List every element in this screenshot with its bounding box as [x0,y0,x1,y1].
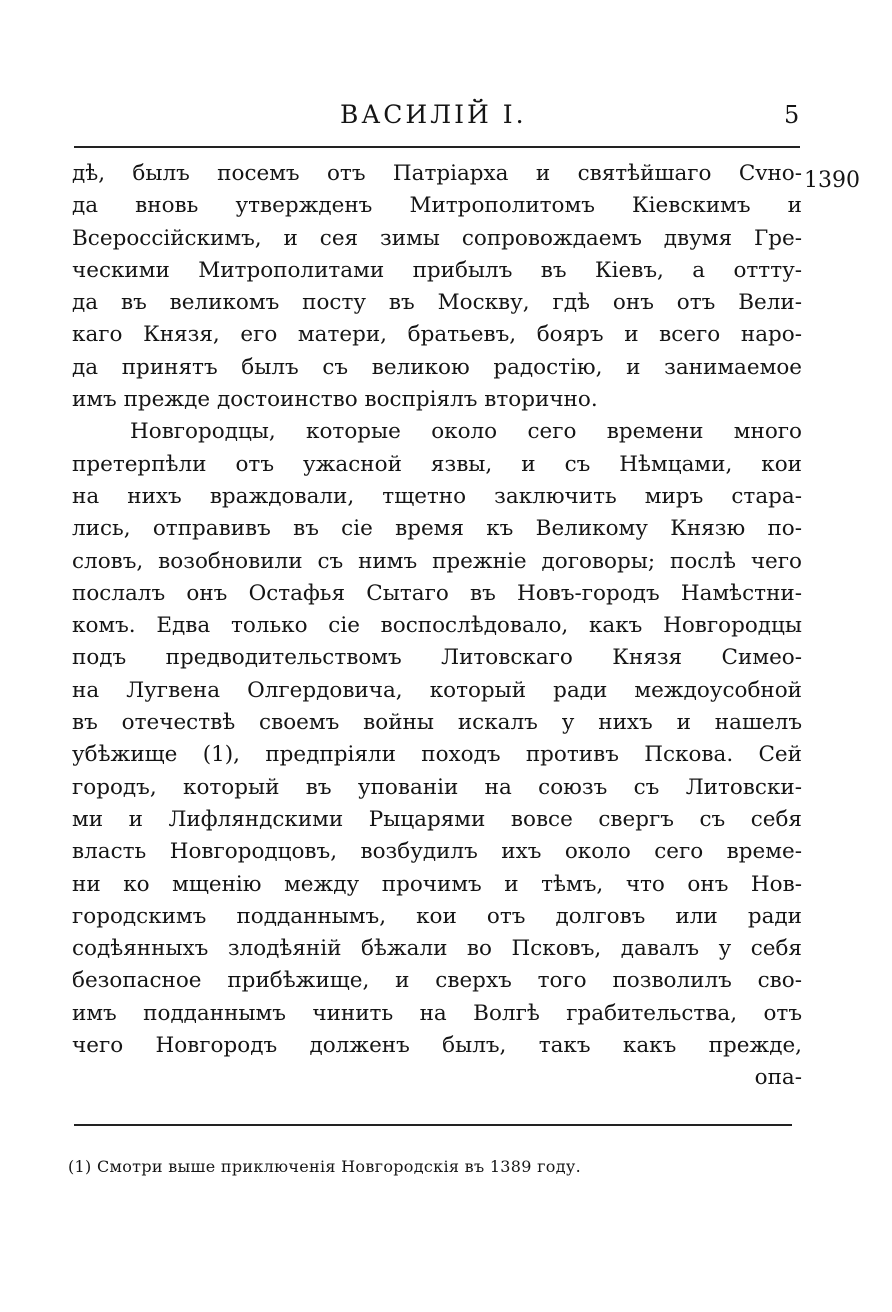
text-line: подъ предводительствомъ Литовскаго Князя Симео- [72,645,802,671]
text-line: городъ, который въ упованіи на союзъ съ Литовски- [72,774,802,800]
catchword: опа- [754,1065,802,1091]
text-line: ни ко мщенію между прочимъ и тѣмъ, что онъ Нов- [72,871,802,897]
footnote: (1) Смотри выше приключенія Новгородскія въ 1389 году. [68,1157,581,1176]
text-line: чего Новгородъ долженъ былъ, такъ какъ прежде, [72,1033,802,1059]
text-line: имъ подданнымъ чинить на Волгѣ грабительства, отъ [72,1000,802,1026]
text-line: содѣянныхъ злодѣяній бѣжали во Псковъ, давалъ у себя [72,936,802,962]
text-line: послалъ онъ Остафья Сытаго въ Новъ-городъ Намѣстни- [72,580,802,606]
text-line: дѣ, былъ посемъ отъ Патріарха и святѣйшаго Сvно- [72,161,802,186]
text-line: власть Новгородцовъ, возбудилъ ихъ около сего време- [72,839,802,865]
text-line: словъ, возобновили съ нимъ прежніе договоры; послѣ чего [72,548,802,574]
page-number: 5 [784,101,800,129]
text-line: на Лугвена Олгердовича, который ради междоусобной [72,677,802,703]
text-line: каго Князя, его матери, братьевъ, бояръ и всего наро- [72,322,802,348]
text-line: претерпѣли отъ ужасной язвы, и съ Нѣмцами, кои [72,451,802,477]
text-line: ческими Митрополитами прибылъ въ Кіевъ, а оттту- [72,257,802,283]
body-text [72,158,802,1095]
paragraph-2 [72,416,802,1062]
running-title: ВАСИЛІЙ I. [340,100,527,129]
margin-year-note: 1390 [804,168,860,193]
text-line: въ отечествѣ своемъ войны искалъ у нихъ и нашелъ [72,710,802,736]
text-line: Всероссійскимъ, и сея зимы сопровождаемъ двумя Гре- [72,225,802,251]
footnote-rule [74,1124,792,1126]
paragraph-1 [72,158,802,416]
text-line: ми и Лифляндскими Рыцарями вовсе свергъ съ себя [72,806,802,832]
text-line: убѣжище (1), предпріяли походъ противъ Пскова. Сей [72,742,802,768]
text-line: имъ прежде достоинство воспріялъ вторично. [72,387,598,413]
running-head [0,100,892,140]
header-rule [74,146,800,148]
text-line: на нихъ враждовали, тщетно заключить миръ стара- [72,483,802,509]
text-line: городскимъ подданнымъ, кои отъ долговъ или ради [72,903,802,929]
text-line: Новгородцы, которые около сего времени много [130,419,802,445]
text-line: безопасное прибѣжище, и сверхъ того позволилъ сво- [72,968,802,994]
text-line: да вновь утвержденъ Митрополитомъ Кіевскимъ и [72,193,802,219]
text-line: комъ. Едва только сіе воспослѣдовало, какъ Новгородцы [72,613,802,639]
text-line: да принятъ былъ съ великою радостію, и занимаемое [72,354,802,380]
text-line: лись, отправивъ въ сіе время къ Великому Князю по- [72,516,802,542]
text-line: да въ великомъ посту въ Москву, гдѣ онъ отъ Вели- [72,290,802,316]
